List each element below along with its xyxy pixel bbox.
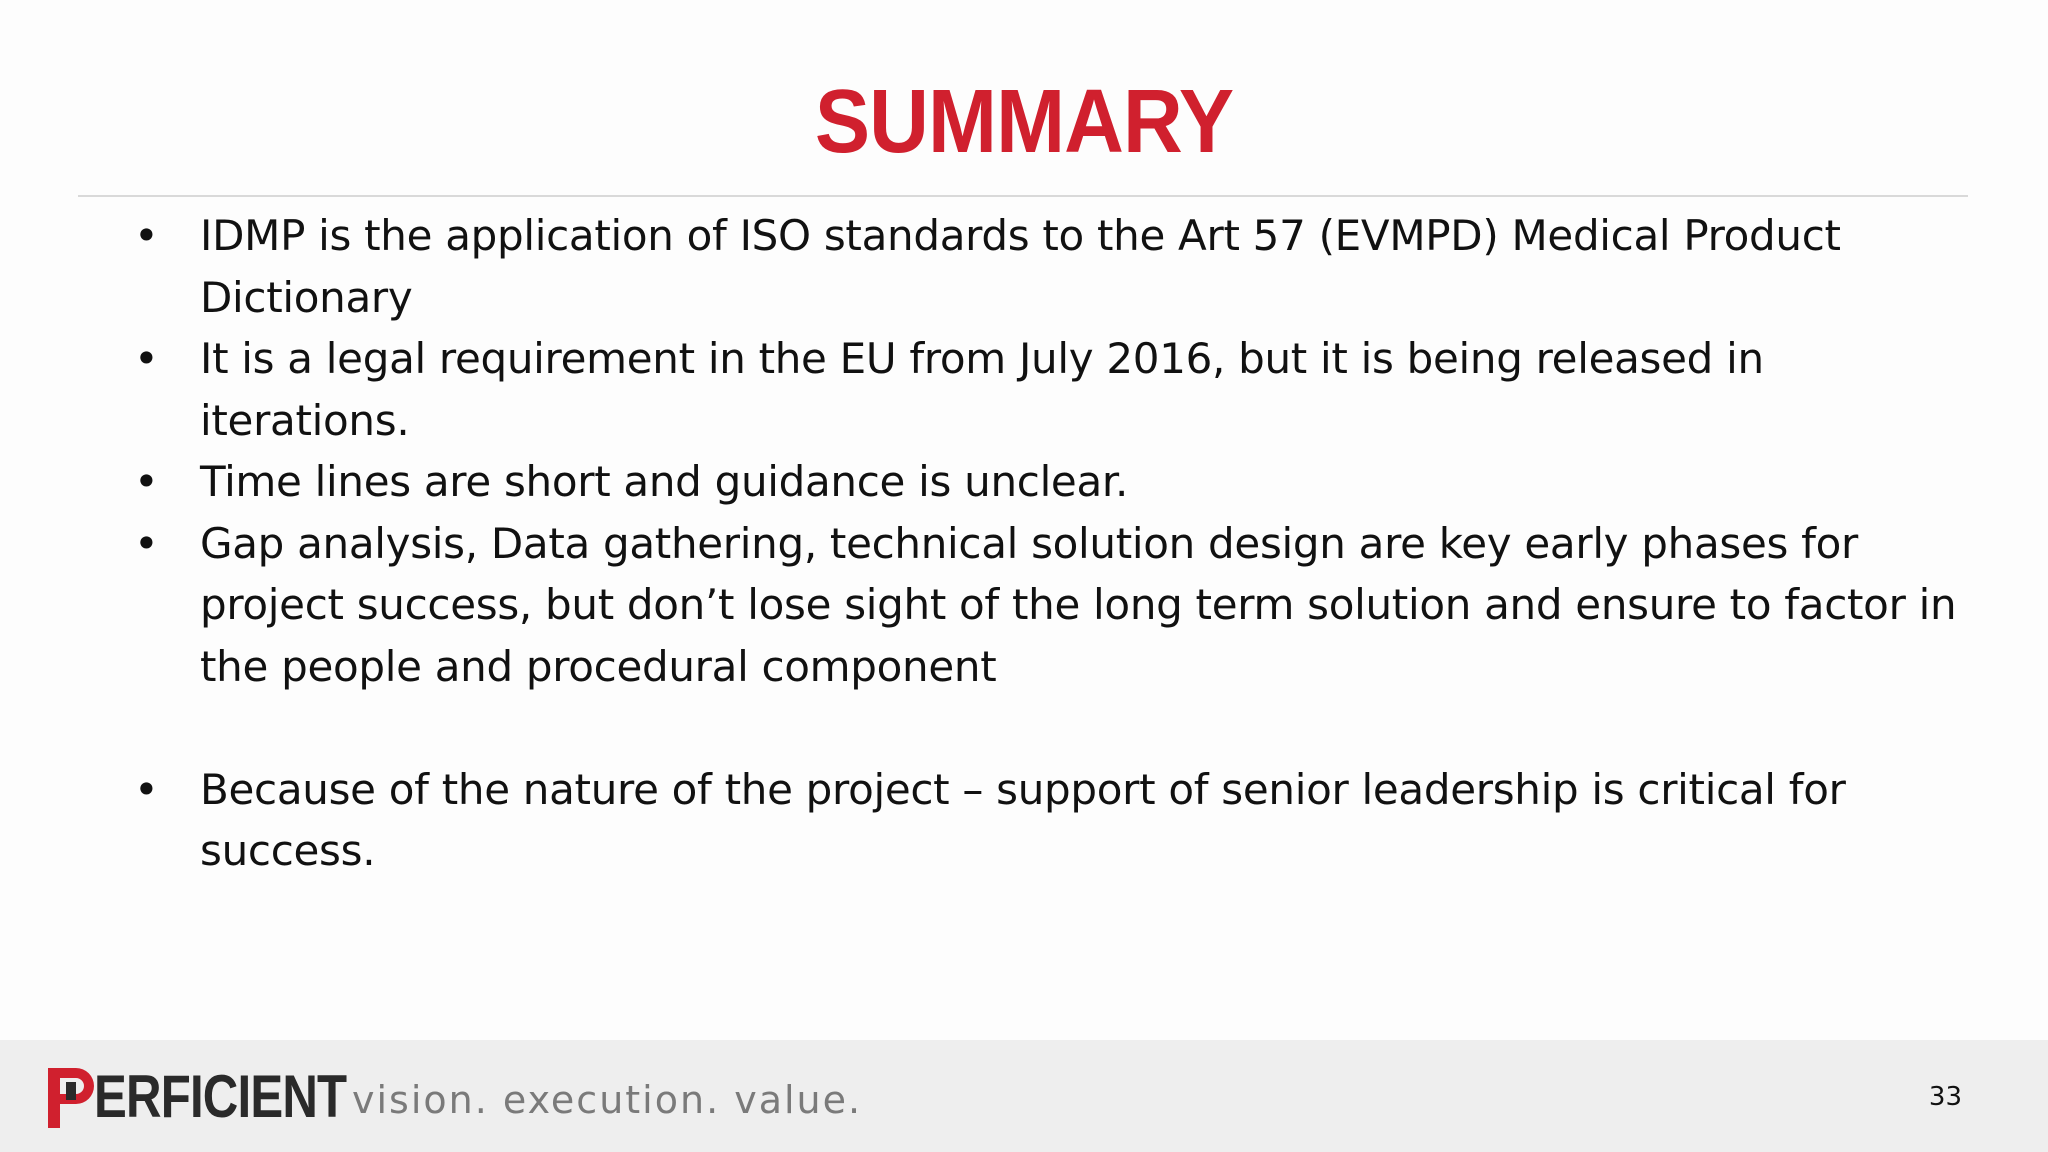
bullet-text: Gap analysis, Data gathering, technical solution design are key early phases for project success, but don’t lose sight of the long term solution and ensure to factor in the people and procedural component <box>200 518 1957 691</box>
bullet-text: It is a legal requirement in the EU from July 2016, but it is being released in iterations. <box>200 334 1764 445</box>
bullet-icon: • <box>134 334 159 383</box>
page-number: 33 <box>1928 1082 1962 1112</box>
bullet-text: Because of the nature of the project – support of senior leadership is critical for success. <box>200 764 1846 875</box>
bullet-item <box>0 205 1980 328</box>
bullet-icon: • <box>134 457 159 506</box>
bullet-item <box>0 759 1980 882</box>
bullet-item <box>0 328 1980 451</box>
bullet-icon: • <box>134 764 159 814</box>
slide-title: SUMMARY <box>814 72 1234 172</box>
bullet-list <box>0 205 2048 882</box>
title-divider <box>78 195 1968 197</box>
bullet-item <box>0 513 1980 698</box>
bullet-icon: • <box>134 518 159 568</box>
perficient-p-icon <box>46 1064 98 1130</box>
bullet-text: IDMP is the application of ISO standards to the Art 57 (EVMPD) Medical Product Dictionary <box>200 211 1841 322</box>
bullet-item <box>0 451 1980 513</box>
bullet-icon: • <box>134 211 159 260</box>
tagline: vision. execution. value. <box>352 1078 863 1122</box>
perficient-logo <box>46 1062 402 1132</box>
bullet-text: Time lines are short and guidance is unclear. <box>200 457 1129 506</box>
footer-bar <box>0 1040 2048 1152</box>
logo-wordmark: ERFICIENT <box>94 1063 347 1130</box>
